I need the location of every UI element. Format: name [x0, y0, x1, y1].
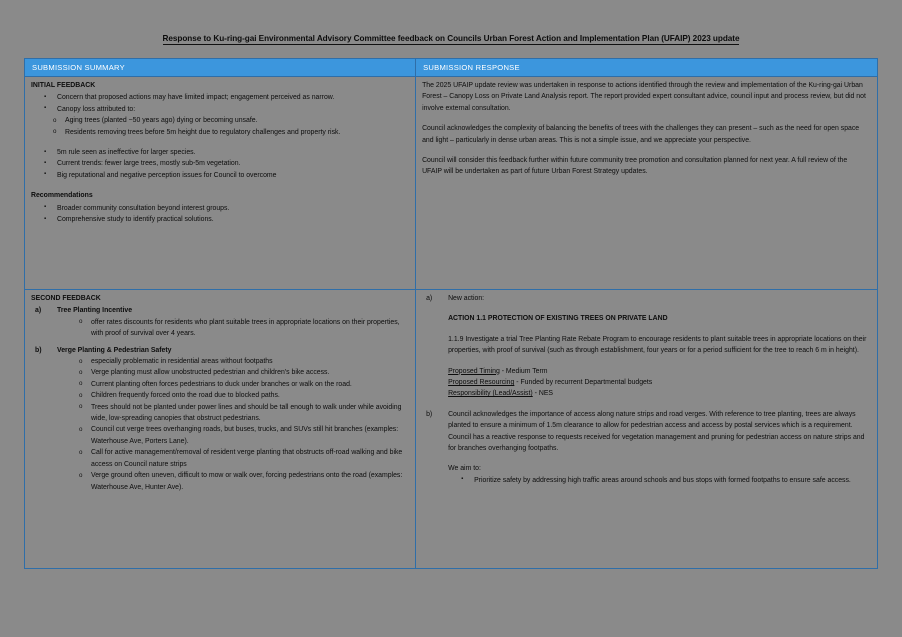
item-marker: a): [35, 307, 42, 315]
table-header-row: [25, 59, 877, 76]
item-title: Tree Planting Incentive: [57, 307, 133, 315]
header-cell-submission-response: SUBMISSION RESPONSE: [423, 63, 520, 72]
list-item: o Trees should not be planted under power lines and should be tall enough to walk under while avoiding wide, low-spreading canopies that obstruct pedestrians.: [91, 402, 409, 425]
meta-proposed-resourcing: [448, 377, 867, 388]
initial-feedback-heading: INITIAL FEEDBACK: [31, 82, 96, 89]
meta-label: Responsibility (Lead/Assist): [448, 390, 533, 398]
list-item: o Call for active management/removal of resident verge planting that obstructs off-road walking and bike access on Council nature strips: [91, 447, 409, 470]
meta-responsibility: [448, 388, 867, 399]
second-feedback-items: [31, 305, 409, 493]
table-row: [25, 289, 877, 568]
list-item: o Children frequently forced onto the road due to blocked paths.: [91, 390, 409, 401]
list-item: [422, 409, 867, 486]
spacer: [57, 340, 409, 345]
response-paragraph: Council will consider this feedback further within future community tree promotion and consultation planned for next year. A full review of the UFAIP will be undertaken as part of future Urban Forest Strategy updates.: [422, 157, 848, 176]
item-text: Council acknowledges the importance of access along nature strips and road verges. With reference to tree planting, trees are always planted to ensure a minimum of 1.5m clearance to allow for pedestrian access and access by postal services which is a requirement. Council has a reactive response to requests received for vegetation management and pruning for pedestrian access on nature strips and for branches overhanging footpaths.: [448, 410, 865, 453]
recommendations-heading: Recommendations: [31, 192, 93, 200]
meta-proposed-timing: [448, 366, 867, 377]
response-paragraph: The 2025 UFAIP update review was undertaken in response to actions identified through the review and implementation of the Ku-ring-gai Urban Forest – Canopy Loss on Private Land Analysis report. The report provided expert consultant advice, council input and process review, but did not involve external consultation.: [422, 82, 866, 112]
item-marker: a): [426, 295, 433, 302]
list-item: o Residents removing trees before 5m height due to regulatory challenges and property risk.: [65, 127, 409, 138]
list-item: ▪ Comprehensive study to identify practical solutions.: [57, 214, 409, 225]
spacer: [448, 400, 867, 409]
item-marker: b): [35, 346, 42, 354]
meta-value: - Medium Term: [501, 367, 548, 375]
spacer: [31, 138, 409, 147]
cell-second-feedback-response: [416, 290, 877, 568]
spacer: [31, 181, 409, 190]
item-bullets: [57, 356, 409, 493]
cell-initial-feedback-summary: [25, 77, 416, 289]
list-item: o Council cut verge trees overhanging roads, but buses, trucks, and SUVs still hit branches (examples: Waterhouse Ave, Porters Lane).: [91, 424, 409, 447]
response-paragraph: Council acknowledges the complexity of balancing the benefits of trees with the challenges they can present – such as the need for open space and light – particularly in dense urban areas. This is not a simple issue, and we appreciate your perspective.: [422, 125, 860, 144]
action-text: 1.1.9 Investigate a trial Tree Planting Rate Rebate Program to encourage residents to plant suitable trees in appropriate locations on their properties, with proof of survival (such as through establishment, four years or for a period sufficient for the tree to reach 6 m in height).: [448, 335, 867, 355]
header-cell-submission-summary: SUBMISSION SUMMARY: [25, 59, 416, 76]
list-item: ▪ Big reputational and negative perception issues for Council to overcome: [57, 170, 409, 181]
spacer: [448, 454, 867, 463]
list-item: o Verge planting must allow unobstructed pedestrian and children's bike access.: [91, 367, 409, 378]
list-item: [31, 305, 409, 339]
item-title: Verge Planting & Pedestrian Safety: [57, 346, 172, 354]
meta-label: Proposed Timing: [448, 367, 500, 375]
list-item: o especially problematic in residential areas without footpaths: [91, 356, 409, 367]
response-table: [24, 58, 878, 569]
list-item: ▪ Broader community consultation beyond interest groups.: [57, 203, 409, 214]
document-title-text: Response to Ku-ring-gai Environmental Advisory Committee feedback on Councils Urban Forest Action and Implementation Plan (UFAIP) 2023 update: [162, 34, 740, 43]
list-item: ▪ Current trends: fewer large trees, mostly sub-5m vegetation.: [57, 158, 409, 169]
item-marker: b): [426, 410, 433, 418]
aim-bullets: [448, 475, 867, 486]
list-item: ▪ Canopy loss attributed to:: [57, 104, 409, 115]
list-item: ▪ Concern that proposed actions may have limited impact; engagement perceived as narrow.: [57, 92, 409, 103]
list-item: o Aging trees (planted ~50 years ago) dying or becoming unsafe.: [65, 115, 409, 126]
list-item: o offer rates discounts for residents who plant suitable trees in appropriate locations on their properties, with proof of survival over 4 years.: [91, 317, 409, 340]
table-row: [25, 76, 877, 289]
action-heading: ACTION 1.1 PROTECTION OF EXISTING TREES ON PRIVATE LAND: [448, 315, 668, 323]
list-item: [422, 293, 867, 409]
aim-lead: We aim to:: [448, 465, 481, 473]
response-items: [422, 293, 867, 486]
item-bullets: [57, 317, 409, 340]
meta-label: Proposed Resourcing: [448, 379, 515, 387]
list-item: ▪ Prioritize safety by addressing high traffic areas around schools and bus stops with formed footpaths to ensure safe access.: [474, 475, 867, 486]
spacer: [448, 304, 867, 313]
initial-feedback-bullets: [31, 92, 409, 115]
initial-feedback-bullets-2: [31, 147, 409, 181]
list-item: ▪ 5m rule seen as ineffective for larger species.: [57, 147, 409, 158]
list-item: o Current planting often forces pedestrians to duck under branches or walk on the road.: [91, 379, 409, 390]
list-item: [31, 340, 409, 493]
document-title: [0, 34, 902, 43]
second-feedback-heading: SECOND FEEDBACK: [31, 295, 101, 302]
cell-initial-feedback-response: [416, 77, 877, 289]
meta-value: - NES: [534, 390, 554, 398]
list-item: o Verge ground often uneven, difficult to mow or walk over, forcing pedestrians onto the road (examples: Waterhouse Ave, Hunter Ave).: [91, 470, 409, 493]
item-lead: New action:: [448, 295, 485, 302]
meta-value: - Funded by recurrent Departmental budgets: [516, 379, 653, 387]
recommendations-bullets: [31, 203, 409, 226]
cell-second-feedback-summary: [25, 290, 416, 568]
initial-feedback-sub-bullets: [31, 115, 409, 138]
